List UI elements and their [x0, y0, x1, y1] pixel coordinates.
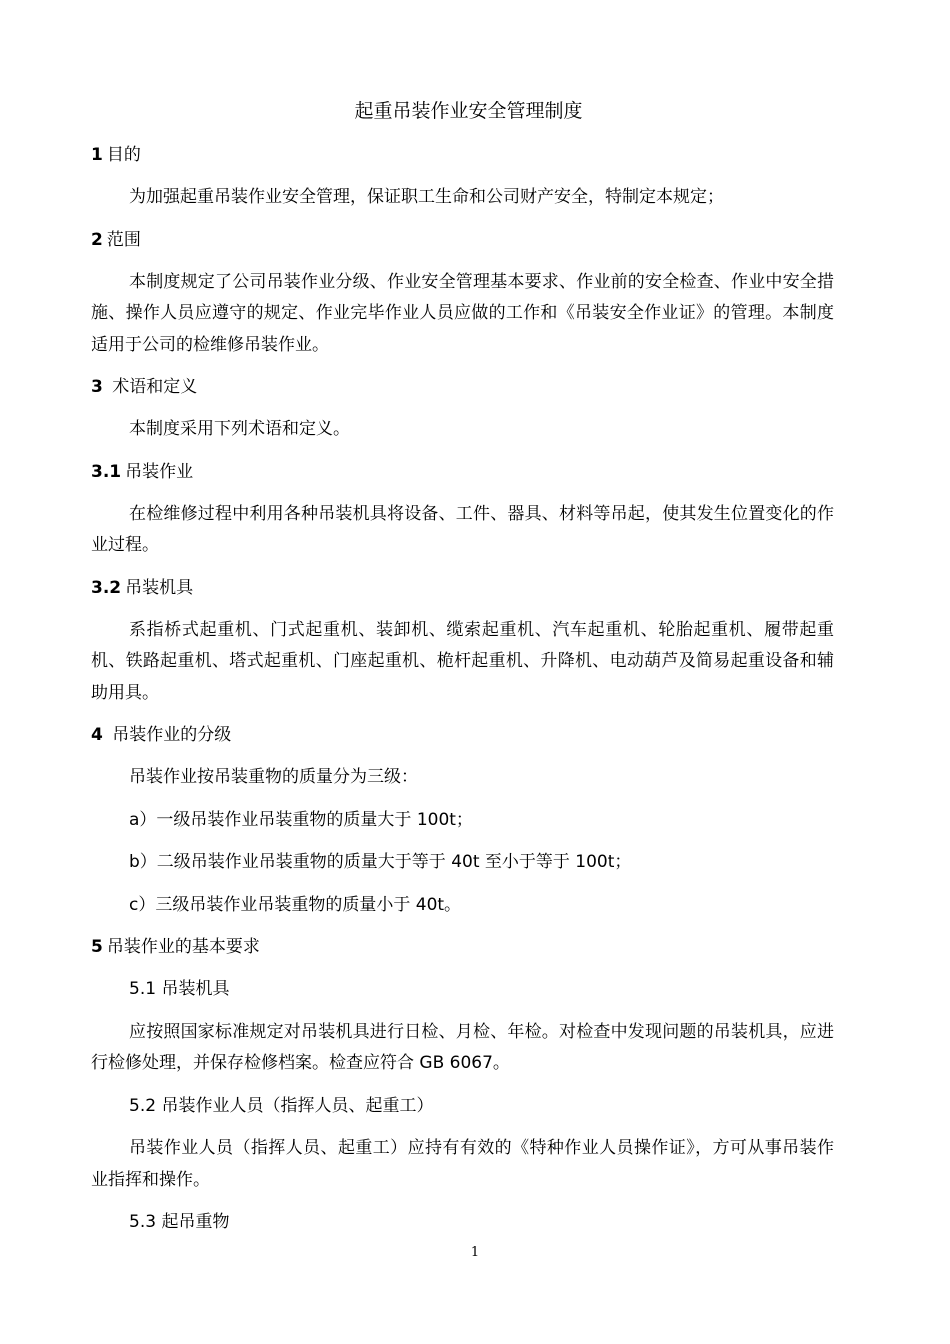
section-4-item-a: a）一级吊装作业吊装重物的质量大于 100t；	[129, 809, 473, 830]
section-1-paragraph: 为加强起重吊装作业安全管理，保证职工生命和公司财产安全，特制定本规定；	[129, 187, 724, 207]
document-title: 起重吊装作业安全管理制度	[354, 100, 583, 122]
section-number: 5	[91, 937, 103, 957]
section-number: 4	[91, 725, 103, 745]
section-heading-3	[91, 372, 834, 402]
section-heading-3-2	[91, 573, 834, 603]
section-4-paragraph: 吊装作业按吊装重物的质量分为三级：	[129, 767, 418, 787]
section-3-paragraph: 本制度采用下列术语和定义。	[129, 419, 350, 439]
section-5-2-paragraph: 吊装作业人员（指挥人员、起重工）应持有有效的《特种作业人员操作证》，方可从事吊装作业指挥和操作。	[91, 1138, 834, 1190]
section-title: 吊装作业的基本要求	[106, 937, 260, 957]
subsection-heading-5-3: 5.3 起吊重物	[129, 1212, 230, 1232]
page-number: 1	[470, 1245, 480, 1260]
section-number: 2	[91, 229, 103, 250]
section-heading-3-1	[91, 457, 834, 487]
subsection-heading-5-1: 5.1 吊装机具	[129, 979, 230, 999]
section-title: 目的	[106, 145, 141, 165]
section-title: 吊装作业	[125, 461, 194, 482]
section-heading-1	[91, 140, 834, 170]
section-title: 范围	[106, 229, 141, 250]
section-heading-5	[91, 932, 834, 962]
section-5-1-paragraph: 应按照国家标准规定对吊装机具进行日检、月检、年检。对检查中发现问题的吊装机具，应进行检修处理，并保存检修档案。检查应符合 GB 6067。	[91, 1021, 834, 1073]
section-number: 3.2	[91, 577, 122, 598]
section-3-1-paragraph: 在检维修过程中利用各种吊装机具将设备、工件、器具、材料等吊起，使其发生位置变化的作业过程。	[91, 503, 834, 555]
section-number: 3.1	[91, 461, 122, 482]
section-title: 术语和定义	[106, 377, 198, 397]
subsection-heading-5-2: 5.2 吊装作业人员（指挥人员、起重工）	[129, 1095, 434, 1116]
section-number: 3	[91, 377, 103, 397]
section-3-2-paragraph: 系指桥式起重机、门式起重机、装卸机、缆索起重机、汽车起重机、轮胎起重机、履带起重机、铁路起重机、塔式起重机、门座起重机、桅杆起重机、升降机、电动葫芦及简易起重设备和辅助用具。	[91, 619, 834, 703]
section-title: 吊装机具	[125, 577, 194, 598]
section-2-paragraph: 本制度规定了公司吊装作业分级、作业安全管理基本要求、作业前的安全检查、作业中安全措施、操作人员应遵守的规定、作业完毕作业人员应做的工作和《吊装安全作业证》的管理。本制度适用于公司的检维修吊装作业。	[91, 271, 834, 355]
section-heading-4	[91, 720, 834, 750]
section-number: 1	[91, 145, 103, 165]
section-title: 吊装作业的分级	[106, 725, 232, 745]
section-heading-2	[91, 225, 834, 255]
section-4-item-b: b）二级吊装作业吊装重物的质量大于等于 40t 至小于等于 100t；	[129, 852, 632, 872]
section-4-item-c: c）三级吊装作业吊装重物的质量小于 40t。	[129, 894, 462, 915]
